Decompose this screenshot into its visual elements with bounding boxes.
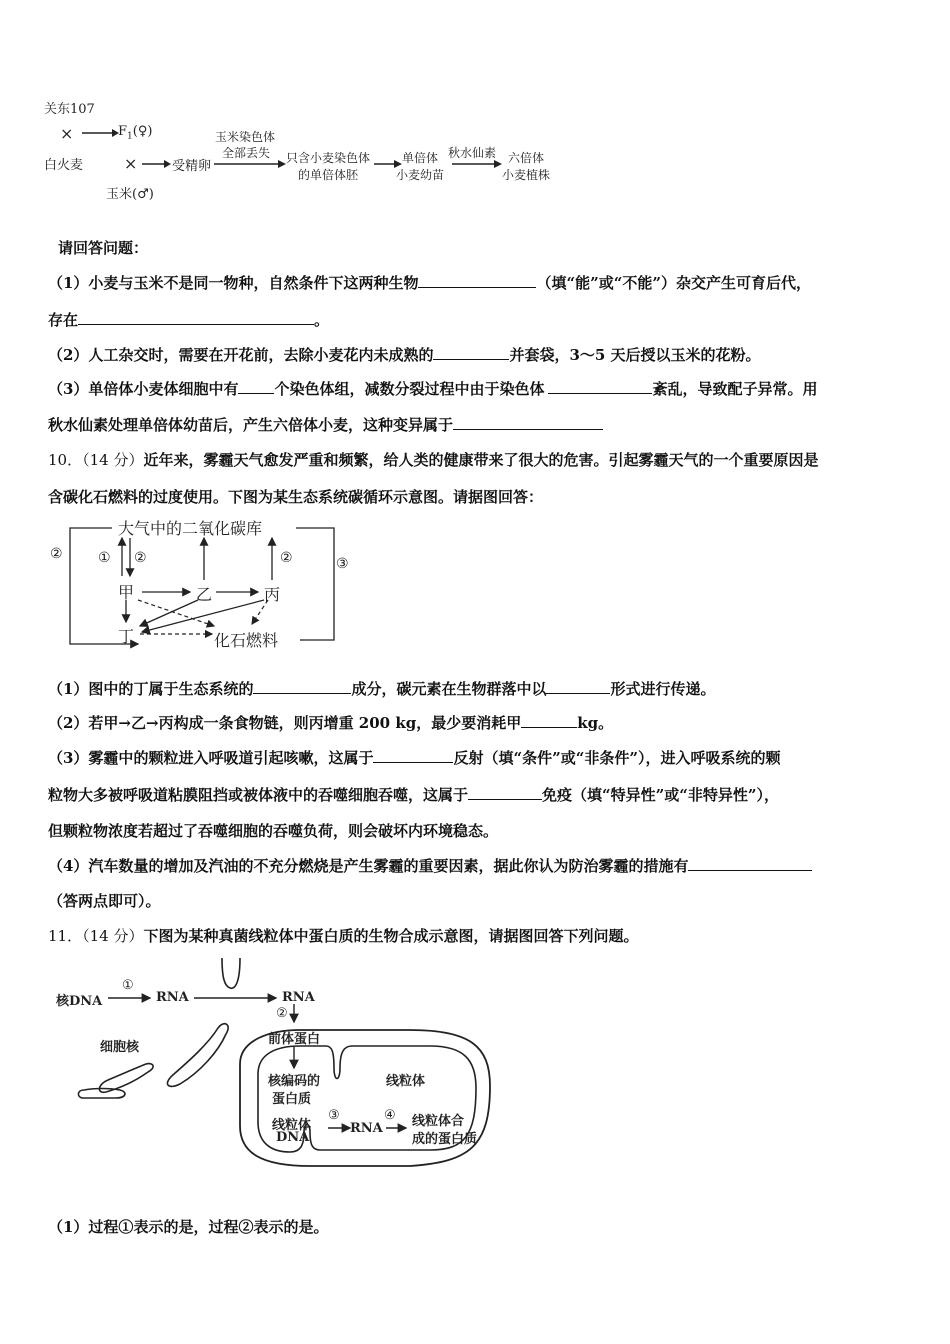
node-fossil-fuel: 化石燃料 bbox=[214, 631, 279, 650]
label-colchicine: 秋水仙素 bbox=[448, 146, 497, 160]
label-guandong107: 关东107 bbox=[44, 102, 95, 117]
label-chrom-loss-top: 玉米染色体 bbox=[215, 130, 276, 144]
arrow-to-zygote bbox=[140, 157, 172, 171]
node-yi: 乙 bbox=[196, 585, 213, 604]
node-bing: 丙 bbox=[264, 585, 281, 604]
q9-sub1-line1: （1）小麦与玉米不是同一物种，自然条件下这两种生物 （填“能”或“不能”）杂交产生可育后代， bbox=[48, 274, 811, 292]
label-nuclear-encoded-2: 蛋白质 bbox=[272, 1092, 312, 1107]
label-hexaploid-top: 六倍体 bbox=[508, 151, 545, 165]
answer-blank-2[interactable] bbox=[78, 310, 314, 325]
label-rna-3: RNA bbox=[350, 1121, 383, 1136]
label-baihuomai: 白火麦 bbox=[44, 158, 84, 173]
label-maize-male: 玉米(♂) bbox=[106, 187, 154, 202]
mito-protein-diagram bbox=[50, 956, 520, 1186]
circle-3: ③ bbox=[336, 556, 349, 572]
q9-sub3-line1: （3）单倍体小麦体细胞中有 个染色体组，减数分裂过程中由于染色体 紊乱，导致配子异常。用 bbox=[48, 380, 818, 398]
q9-sub1-line2: 存在 。 bbox=[48, 311, 330, 329]
label-rna-1: RNA bbox=[156, 990, 189, 1005]
carbon-cycle-diagram bbox=[46, 514, 360, 654]
label-rna-2: RNA bbox=[282, 990, 315, 1005]
q11-intro: 11．（14 分）下图为某种真菌线粒体中蛋白质的生物合成示意图，请据图回答下列问题。 bbox=[48, 927, 639, 945]
label-mitochondrion: 线粒体 bbox=[386, 1074, 426, 1089]
label-mtdna-2: DNA bbox=[276, 1130, 310, 1145]
label-mito-protein-1: 线粒体合 bbox=[412, 1114, 465, 1129]
circle-2-left: ② bbox=[50, 546, 63, 562]
label-mtdna-1: 线粒体 bbox=[272, 1118, 312, 1133]
answer-blank-9[interactable] bbox=[521, 713, 577, 728]
q10-sub3-line1: （3）雾霾中的颗粒进入呼吸道引起咳嗽，这属于 反射（填“条件”或“非条件”），进入呼吸系统的颗 bbox=[48, 749, 781, 767]
circle-4-process: ④ bbox=[384, 1108, 396, 1123]
answer-blank-8[interactable] bbox=[546, 679, 610, 694]
answer-blank-7[interactable] bbox=[253, 679, 351, 694]
circle-2-right: ② bbox=[280, 550, 293, 566]
answer-blank-10[interactable] bbox=[373, 748, 453, 763]
label-mito-protein-2: 成的蛋白质 bbox=[412, 1132, 478, 1147]
answer-blank-4[interactable] bbox=[238, 379, 274, 394]
answer-blank-5[interactable] bbox=[548, 379, 652, 394]
q11-sub1: （1）过程①表示的是，过程②表示的是。 bbox=[48, 1218, 329, 1236]
circle-1-process: ① bbox=[122, 978, 134, 993]
label-nuclear-encoded-1: 核编码的 bbox=[268, 1074, 321, 1089]
circle-2-process: ② bbox=[276, 1006, 288, 1021]
answer-blank-1[interactable] bbox=[418, 273, 536, 288]
answer-blank-3[interactable] bbox=[433, 345, 509, 360]
circle-1: ① bbox=[98, 550, 111, 566]
answer-blank-12[interactable] bbox=[688, 856, 812, 871]
label-hexaploid-bottom: 小麦植株 bbox=[502, 168, 551, 182]
circle-2-mid: ② bbox=[134, 550, 147, 566]
answer-blank-6[interactable] bbox=[453, 415, 603, 430]
q9-sub2: （2）人工杂交时，需要在开花前，去除小麦花内未成熟的 并套袋，3～5 天后授以玉米的花粉。 bbox=[48, 346, 761, 364]
q10-sub3-line3: 但颗粒物浓度若超过了吞噬细胞的吞噬负荷，则会破坏内环境稳态。 bbox=[48, 822, 499, 840]
cross-symbol-1: × bbox=[60, 124, 74, 143]
q10-sub1: （1）图中的丁属于生态系统的 成分，碳元素在生物群落中以 形式进行传递。 bbox=[48, 680, 716, 698]
q10-sub2: （2）若甲→乙→丙构成一条食物链，则丙增重 200 kg，最少要消耗甲 kg。 bbox=[48, 714, 614, 732]
q10-sub4-line2: （答两点即可）。 bbox=[48, 892, 161, 910]
q10-intro-line1: 10．（14 分）近年来，雾霾天气愈发严重和频繁，给人类的健康带来了很大的危害。引起雾霾天气的一个重要原因是 bbox=[48, 451, 819, 469]
label-precursor-protein: 前体蛋白 bbox=[268, 1032, 321, 1047]
cross-symbol-2: × bbox=[124, 154, 138, 173]
q9-sub3-line2: 秋水仙素处理单倍体幼苗后，产生六倍体小麦，这种变异属于 bbox=[48, 414, 603, 435]
label-haploid-top: 单倍体 bbox=[402, 151, 439, 165]
label-embryo-top: 只含小麦染色体 bbox=[286, 151, 371, 165]
q10-intro-line2: 含碳化石燃料的过度使用。下图为某生态系统碳循环示意图。请据图回答： bbox=[48, 488, 544, 506]
node-jia: 甲 bbox=[118, 583, 135, 602]
answer-blank-11[interactable] bbox=[468, 785, 542, 800]
node-ding: 丁 bbox=[118, 627, 135, 646]
arrow-chrom-loss bbox=[212, 157, 288, 171]
label-chrom-loss-bottom: 全部丢失 bbox=[222, 146, 271, 160]
q10-sub3-line2: 粒物大多被呼吸道粘膜阻挡或被体液中的吞噬细胞吞噬，这属于 免疫（填“特异性”或“非特异性”）， bbox=[48, 786, 780, 804]
label-f1: $F_1(♀)$ bbox=[118, 124, 153, 142]
label-haploid-bottom: 小麦幼苗 bbox=[396, 168, 445, 182]
q10-sub4-line1: （4）汽车数量的增加及汽油的不充分燃烧是产生雾霾的重要因素，据此你认为防治雾霾的措施有 bbox=[48, 855, 812, 876]
q9-prompt: 请回答问题： bbox=[58, 239, 149, 257]
circle-3-process: ③ bbox=[328, 1108, 340, 1123]
label-embryo-bottom: 的单倍体胚 bbox=[298, 168, 359, 182]
label-zygote: 受精卵 bbox=[172, 159, 212, 174]
label-nuclear-dna: 核DNA bbox=[56, 994, 103, 1009]
label-co2-pool: 大气中的二氧化碳库 bbox=[118, 519, 263, 538]
arrow-to-f1 bbox=[80, 126, 120, 140]
label-nucleus: 细胞核 bbox=[100, 1040, 140, 1055]
arrow-colchicine bbox=[450, 157, 504, 171]
